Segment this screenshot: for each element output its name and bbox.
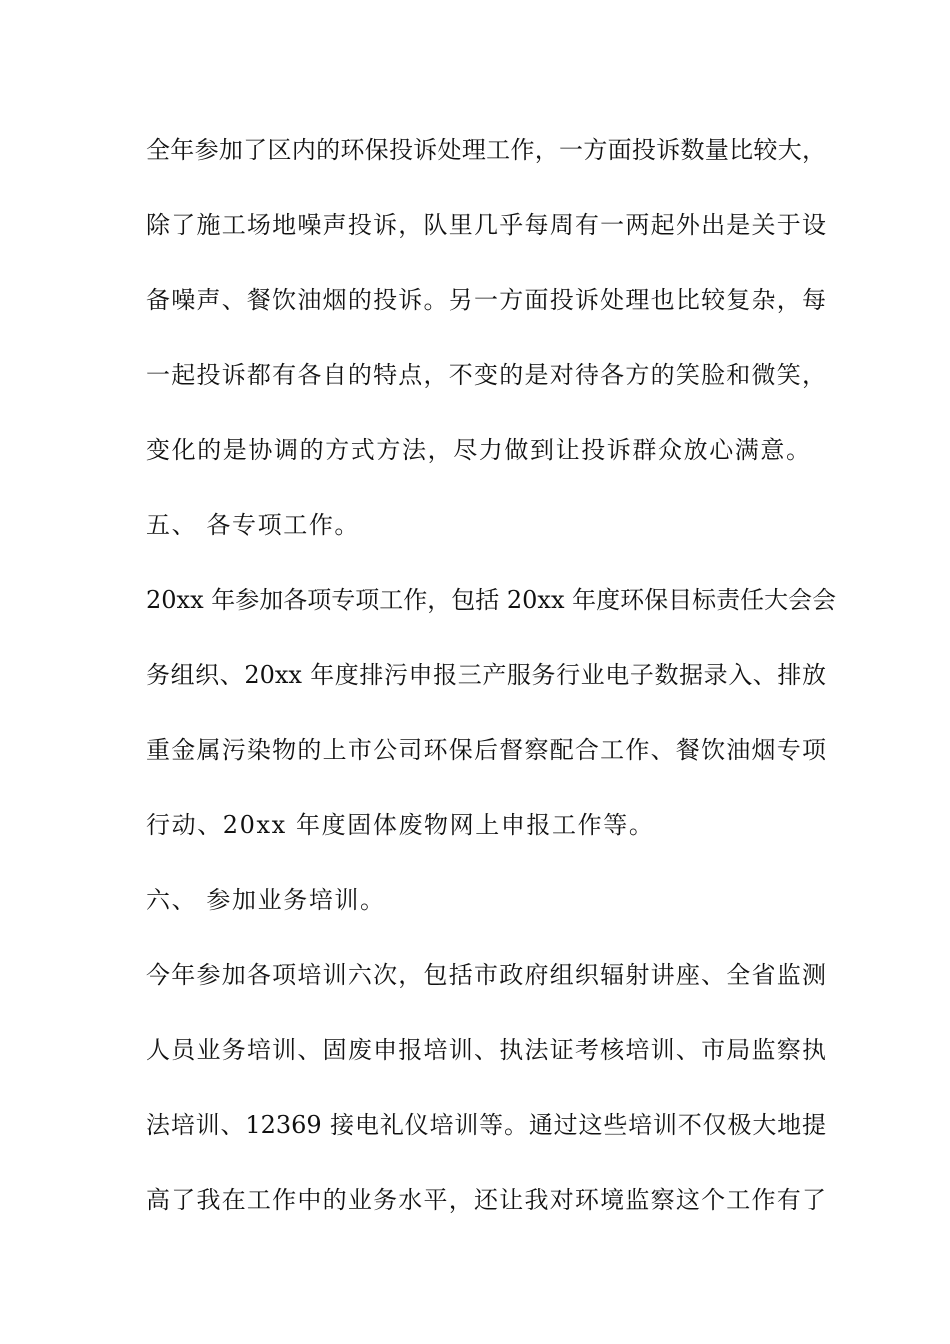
text-line-12: 今年参加各项培训六次，包括市政府组织辐射讲座、全省监测 [146,961,826,989]
text-line-4: 一起投诉都有各自的特点，不变的是对待各方的笑脸和微笑， [146,361,826,389]
section-heading-5: 五、 各专项工作。 [146,511,361,539]
text-line-15: 高了我在工作中的业务水平，还让我对环境监察这个工作有了 [146,1186,826,1214]
text-line-2: 除了施工场地噪声投诉，队里几乎每周有一两起外出是关于设 [146,211,826,239]
text-line-7: 20xx 年参加各项专项工作，包括 20xx 年度环保目标责任大会会 [146,586,837,614]
text-line-8: 务组织、20xx 年度排污申报三产服务行业电子数据录入、排放 [146,661,826,689]
section-heading-6: 六、 参加业务培训。 [146,886,386,914]
text-line-5: 变化的是协调的方式方法，尽力做到让投诉群众放心满意。 [146,436,812,464]
text-line-14: 法培训、12369 接电礼仪培训等。通过这些培训不仅极大地提 [146,1111,826,1139]
text-line-9: 重金属污染物的上市公司环保后督察配合工作、餐饮油烟专项 [146,736,826,764]
text-line-13: 人员业务培训、固废申报培训、执法证考核培训、市局监察执 [146,1036,826,1064]
text-line-1: 全年参加了区内的环保投诉处理工作，一方面投诉数量比较大， [146,136,826,164]
text-line-3: 备噪声、餐饮油烟的投诉。另一方面投诉处理也比较复杂，每 [146,286,826,314]
text-line-10: 行动、20xx 年度固体废物网上申报工作等。 [146,811,655,839]
